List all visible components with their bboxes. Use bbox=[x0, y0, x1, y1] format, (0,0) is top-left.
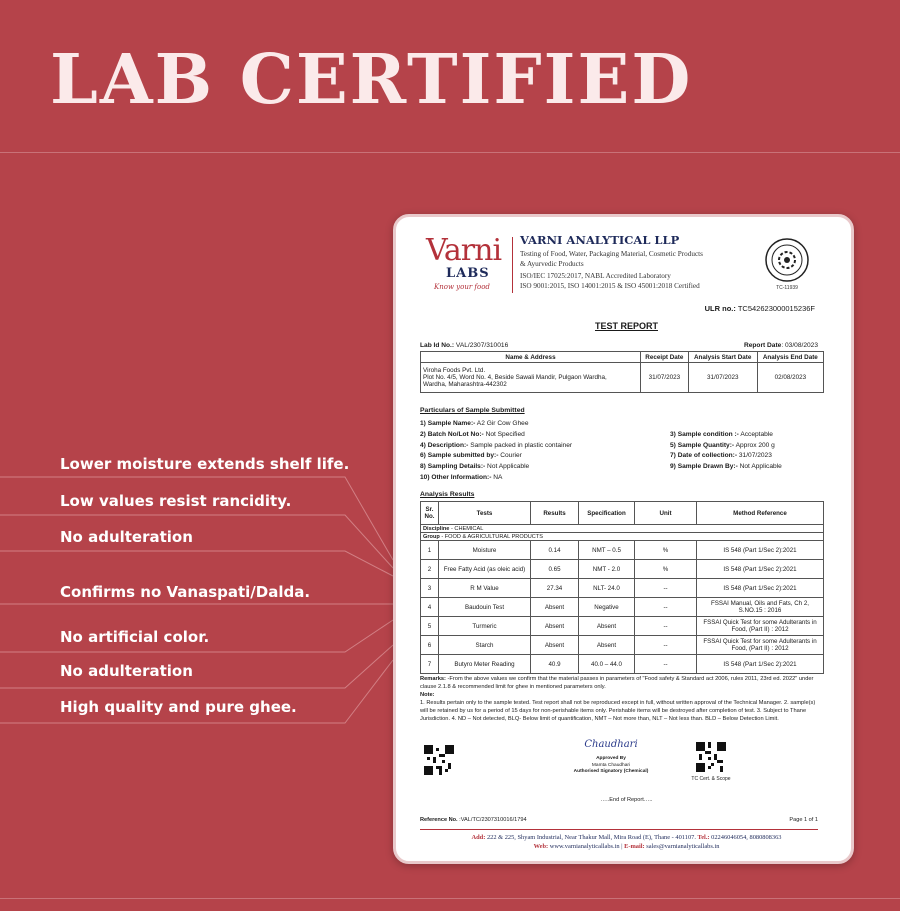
claim-butyro: High quality and pure ghee. bbox=[60, 698, 297, 716]
particulars-row: 8) Sampling Details:- Not Applicable 9) Sample Drawn By:- Not Applicable bbox=[420, 463, 782, 471]
letterhead bbox=[424, 233, 829, 305]
signature: Chaudhari bbox=[584, 739, 638, 750]
particulars-row: 4) Description:- Sample packed in plastic container 5) Sample Quantity:- Approx 200 g bbox=[420, 441, 775, 449]
lab-name: VARNI ANALYTICAL LLP bbox=[520, 233, 680, 247]
letterhead-footer: Add: 222 & 225, Shyam Industrial, Near Thakur Mall, Mira Road (E), Thane - 401107. Tel.: 02246046054, 8080808363 Web: www.varnianalyticallabs.in | E-mail: sales@varnianalyticallabs.in bbox=[471, 834, 782, 850]
end-of-report: …..End of Report….. bbox=[600, 797, 653, 803]
report-title: TEST REPORT bbox=[594, 321, 658, 331]
tc-caption: TC Cert. & Scope bbox=[691, 776, 731, 782]
analysis-row: 4 Baudouin Test Absent Negative -- FSSAI Manual, Oils and Fats, Ch 2, S.NO.15 : 2016 bbox=[421, 598, 824, 617]
page-headline: LAB CERTIFIED bbox=[50, 40, 693, 120]
analysis-row: 3 R M Value 27.34 NLT- 24.0 -- IS 548 (Part 1/Sec 2):2021 bbox=[421, 579, 824, 598]
analysis-row: 7 Butyro Meter Reading 40.9 40.0 – 44.0 -- IS 548 (Part 1/Sec 2):2021 bbox=[421, 655, 824, 674]
customer-address: Viroha Foods Pvt. Ltd. Plot No. 4/5, Word No. 4, Beside Sawali Mandir, Pulgaon Wardha, Wardha, Maharashtra-442302 bbox=[421, 363, 641, 393]
accreditation-seal-icon bbox=[764, 237, 810, 283]
letterhead-divider bbox=[512, 237, 513, 293]
claim-ffa: Low values resist rancidity. bbox=[60, 492, 292, 510]
report-meta bbox=[420, 342, 818, 349]
group-row: Group - FOOD & AGRICULTURAL PRODUCTS bbox=[421, 533, 824, 541]
customer-table: Name & Address Receipt Date Analysis Start Date Analysis End Date Viroha Foods Pvt. Ltd. Plot No. 4/5, Word No. 4, Beside Sawali Mandir, Pulgaon Wardha, Wardha, Maharashtra-442302 31/07/2023 31/07/2023 02/08/2023 bbox=[420, 351, 824, 393]
tc-qr-code-icon bbox=[696, 742, 726, 772]
analysis-title: Analysis Results bbox=[420, 491, 475, 498]
signatory: Chaudhari Approved By Mamta Chaudhari Authorised Signatory (Chemical) bbox=[551, 742, 671, 776]
page-number: Page 1 of 1 bbox=[789, 817, 818, 823]
discipline-row: Discipline - CHEMICAL bbox=[421, 525, 824, 533]
claim-rm-value: No adulteration bbox=[60, 528, 193, 546]
analysis-row: 6 Starch Absent Absent -- FSSAI Quick Test for some Adulterants in Food, (Part II) : 2012 bbox=[421, 636, 824, 655]
lab-logo-tagline: Know your food bbox=[434, 283, 490, 291]
report-date: Report Date: 03/08/2023 bbox=[743, 342, 818, 349]
lab-desc-2: & Ayurvedic Products bbox=[520, 259, 584, 268]
particulars-title: Particulars of Sample Submitted bbox=[420, 407, 525, 414]
ulr-number: ULR no.: TC542623000015236F bbox=[704, 304, 815, 313]
analysis-row: 1 Moisture 0.14 NMT – 0.5 % IS 548 (Part 1/Sec 2):2021 bbox=[421, 541, 824, 560]
notes: 1. Results pertain only to the sample tested. Test report shall not be reproduced except in full, without written approval of the Technical Manager. 2. sample(s) will be retained by us for a period of 15 days for non-perishable items only. Perishable items will be destroyed after completion of test. 3. Subject to Thane Jurisdiction. 4. ND – Not detected, BLQ- Below limit of quantification, NMT – Not more than, NLT – Not less than. BLD – Below Detection Limit. bbox=[420, 700, 816, 722]
test-report-card bbox=[393, 214, 854, 864]
particulars-list bbox=[420, 419, 824, 484]
reference-number: Reference No. :VAL/TC/2307310016/1794 bbox=[420, 817, 527, 823]
analysis-table: Sr. No. Tests Results Specification Unit Method Reference Discipline - CHEMICAL Group - FOOD & AGRICULTURAL PRODUCTS 1 Moisture 0.14 NMT – 0.5 % IS 548 (Part 1/Sec 2):2021 2 Free Fatty Acid (as oleic acid) 0.65 NMT - 2.0 % IS 548 (Part 1/Sec 2):2021 3 R M Value 27.34 NLT- 24.0 -- IS 548 (Part 1/Sec 2):2021 4 Baudouin Test Absent Negative -- FSSAI Manual, Oils and Fats, Ch 2, S.NO.15 : 2016 5 Turmeric Absent Absent -- FSSAI Quick Test for some Adulterants in Food, (Part II) : 2012 6 Starch Absent Absent -- FSSAI Quick Test for some Adulterants in Food, (Part II) : 2012 7 Butyro Meter Reading 40.9 40.0 – 44.0 -- IS 548 (Part 1/Sec 2):2021 bbox=[420, 501, 824, 674]
claim-starch: No adulteration bbox=[60, 662, 193, 680]
lab-logo: Varni bbox=[426, 233, 502, 268]
claim-baudouin: Confirms no Vanaspati/Dalda. bbox=[60, 583, 311, 601]
particulars-row: 6) Sample submitted by:- Courier 7) Date of collection:- 31/07/2023 bbox=[420, 452, 772, 460]
lab-cert-1: ISO/IEC 17025:2017, NABL Accredited Laboratory bbox=[520, 272, 671, 280]
claim-turmeric: No artificial color. bbox=[60, 628, 210, 646]
analysis-row: 5 Turmeric Absent Absent -- FSSAI Quick Test for some Adulterants in Food, (Part II) : 2012 bbox=[421, 617, 824, 636]
particulars-row: 2) Batch No/Lot No:- Not Specified 3) Sample condition :- Acceptable bbox=[420, 430, 773, 438]
lab-logo-sub: LABS bbox=[446, 266, 490, 281]
particulars-row: 10) Other Information:- NA bbox=[420, 473, 503, 481]
seal-caption: TC-11939 bbox=[776, 285, 798, 291]
footer-divider bbox=[420, 829, 818, 830]
lab-id: Lab Id No.: VAL/2307/310016 bbox=[420, 342, 509, 349]
particulars-row: 1) Sample Name:- A2 Gir Cow Ghee bbox=[420, 420, 529, 427]
lab-desc-1: Testing of Food, Water, Packaging Material, Cosmetic Products bbox=[520, 250, 703, 258]
lab-cert-2: ISO 9001:2015, ISO 14001:2015 & ISO 45001:2018 Certified bbox=[520, 281, 700, 290]
qr-code-icon bbox=[424, 745, 454, 775]
remarks: Remarks: -From the above values we confirm that the material passes in parameters of "Food safety & Standard act 2006, rules 2011, 23rd ed. 2022" under clause 2.1.8 & recommended limit for ghee in mentioned parameters only. Note: 1. Results pertain only to the sample tested. Test report shall not be reproduced except in full, without written approval of the Technical Manager. 2. sample(s) will be retained by us for a period of 15 days for non-perishable items only. Perishable items will be destroyed after completion of test. 3. Subject to Thane Jurisdiction. 4. ND – Not detected, BLQ- Below limit of quantification, NMT – Not more than, NLT – Not less than. BLD – Below Detection Limit. bbox=[420, 675, 824, 723]
claim-moisture: Lower moisture extends shelf life. bbox=[60, 455, 350, 473]
analysis-row: 2 Free Fatty Acid (as oleic acid) 0.65 NMT - 2.0 % IS 548 (Part 1/Sec 2):2021 bbox=[421, 560, 824, 579]
